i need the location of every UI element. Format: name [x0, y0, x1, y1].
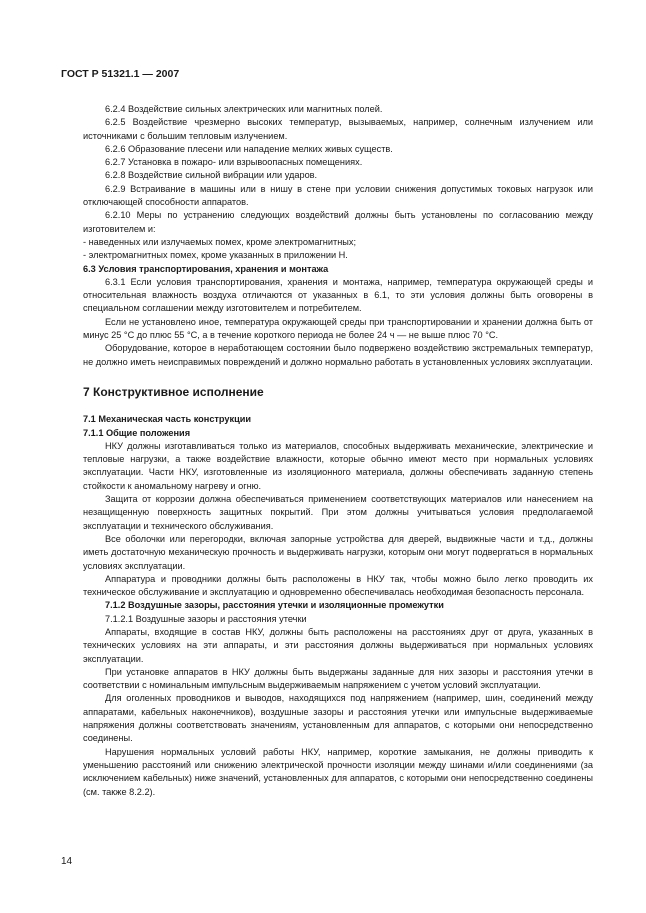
- clause-6-2-7: 6.2.7 Установка в пожаро- или взрывоопасных помещениях.: [105, 157, 363, 168]
- section-heading-7-1: 7.1 Механическая часть конструкции: [83, 414, 252, 425]
- paragraph: Аппараты, входящие в состав НКУ, должны быть расположены на расстояниях друг от друга, указанных в технических условиях на эти аппараты, и эти расстояния должны выдерживаться при нормальных условиях эксплуатации.: [83, 626, 593, 664]
- paragraph: Оборудование, которое в неработающем состоянии было подвержено воздействию экстремальных температур, не должно иметь неисправимых повреждений и должно нормально работать в установленных условиях эксплуатации.: [83, 343, 593, 367]
- clause-6-2-10: 6.2.10 Меры по устранению следующих воздействий должны быть установлены по согласованию между изготовителем и:: [83, 210, 593, 234]
- document-body: [83, 103, 593, 799]
- paragraph: Аппаратура и проводники должны быть расположены в НКУ так, чтобы можно было легко проводить их техническое обслуживание и эксплуатацию и одновременно обеспечивалась необходимая безопасность персонала.: [83, 573, 593, 598]
- clause-6-3-1: 6.3.1 Если условия транспортирования, хранения и монтажа, например, температура окружающей среды и относительная влажность воздуха отличаются от указанных в 6.1, то эти условия должны быть оговорены в специальном соглашении между изготовителем и потребителем.: [83, 276, 593, 314]
- paragraph: При установке аппаратов в НКУ должны быть выдержаны заданные для них зазоры и расстояния утечки в соответствии с номинальным импульсным выдерживаемым напряжением с учетом условий эксплуатации.: [83, 666, 593, 691]
- page-number: 14: [61, 856, 73, 867]
- document-header: ГОСТ Р 51321.1 — 2007: [61, 68, 180, 80]
- paragraph: Нарушения нормальных условий работы НКУ, например, короткие замыкания, не должны приводить к уменьшению расстояний или снижению электрической прочности изоляции между шинами и/или соединениями (за исключением кабельных) ниже значений, установленных для аппаратов, с которыми они непосредственно соединены (см. также 8.2.2).: [83, 746, 593, 797]
- paragraph: Для оголенных проводников и выводов, находящихся под напряжением (например, шин, соединений между аппаратами, кабельных наконечников), воздушные зазоры и расстояния утечки или импульсные выдерживаемые напряжения должны соответствовать значениям, установленным для аппаратов, с которыми они непосредственно соединены.: [83, 693, 593, 744]
- clause-6-2-9: 6.2.9 Встраивание в машины или в нишу в стене при условии снижения допустимых токовых нагрузок или отключающей способности аппаратов.: [83, 183, 593, 208]
- subsection-heading-7-1-1: 7.1.1 Общие положения: [83, 427, 191, 438]
- paragraph: НКУ должны изготавливаться только из материалов, способных выдерживать механические, электрические и тепловые нагрузки, а также воздействие влажности, которые обычно имеют место при нормальных условиях эксплуатации. Части НКУ, изготовленные из изоляционного материала, должны обеспечивать заданную степень стойкости к аномальному нагреву и огню.: [83, 440, 593, 491]
- list-item: - наведенных или излучаемых помех, кроме электромагнитных;: [83, 236, 357, 247]
- clause-6-2-4: 6.2.4 Воздействие сильных электрических или магнитных полей.: [105, 104, 383, 114]
- clause-6-2-8: 6.2.8 Воздействие сильной вибрации или ударов.: [105, 170, 318, 181]
- clause-6-2-6: 6.2.6 Образование плесени или нападение мелких живых существ.: [105, 143, 393, 154]
- clause-6-2-5: 6.2.5 Воздействие чрезмерно высоких температур, вызываемых, например, солнечным излучением или источниками с большим тепловым излучением.: [83, 117, 593, 141]
- paragraph: Все оболочки или перегородки, включая запорные устройства для дверей, выдвижные части и т.д., должны иметь достаточную механическую прочность и выдерживать нагрузки, которым они могут подвергаться в нормальных условиях эксплуатации.: [83, 533, 593, 571]
- paragraph: Защита от коррозии должна обеспечиваться применением соответствующих материалов или нанесением на незащищенную поверхность защитных покрытий. При этом должны учитываться условия предполагаемой эксплуатации и технического обслуживания.: [83, 494, 593, 531]
- subsection-heading-7-1-2: 7.1.2 Воздушные зазоры, расстояния утечки и изоляционные промежутки: [105, 600, 444, 611]
- paragraph: Если не установлено иное, температура окружающей среды при транспортировании и хранении должна быть от минус 25 °С до плюс 55 °С, а в течение короткого периода не более 24 ч — не выше плюс 70 °С.: [83, 316, 593, 341]
- section-heading-6-3: 6.3 Условия транспортирования, хранения и монтажа: [83, 263, 329, 274]
- list-item: - электромагнитных помех, кроме указанных в приложении Н.: [83, 250, 348, 261]
- clause-7-1-2-1: 7.1.2.1 Воздушные зазоры и расстояния утечки: [105, 613, 307, 624]
- chapter-heading-7: 7 Конструктивное исполнение: [83, 384, 264, 399]
